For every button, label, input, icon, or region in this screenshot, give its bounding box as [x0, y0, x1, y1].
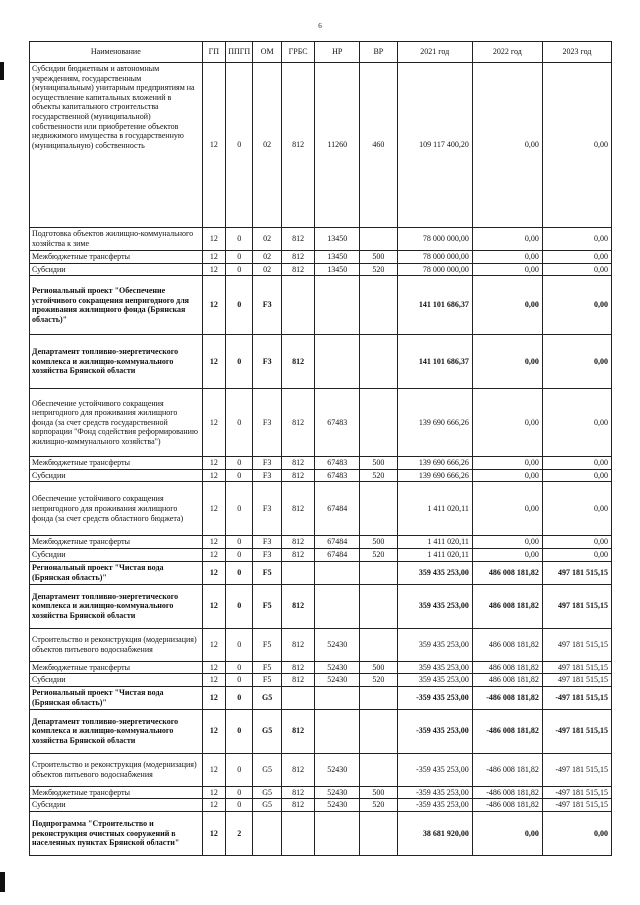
row-ppgp: 0 [226, 661, 253, 674]
row-name: Обеспечение устойчивого сокращения непригодного для проживания жилищного фонда (за счет средств областного бюджета) [30, 482, 203, 536]
row-grbs: 812 [281, 335, 315, 389]
row-vr: 520 [360, 674, 398, 687]
row-vr: 500 [360, 536, 398, 549]
row-name: Строительство и реконструкция (модернизация) объектов питьевого водоснабжения [30, 753, 203, 786]
row-name: Субсидии [30, 799, 203, 812]
row-nr [315, 709, 360, 753]
row-vr: 520 [360, 548, 398, 561]
col-header-nr: НР [315, 42, 360, 63]
row-name: Субсидии [30, 674, 203, 687]
row-2021: 109 117 400,20 [397, 63, 472, 228]
budget-table-container [29, 41, 612, 856]
table-row [30, 786, 612, 799]
row-nr [315, 276, 360, 335]
row-name: Межбюджетные трансферты [30, 661, 203, 674]
row-om: 02 [253, 228, 281, 251]
row-vr [360, 584, 398, 628]
row-nr: 67484 [315, 548, 360, 561]
row-name: Обеспечение устойчивого сокращения непригодного для проживания жилищного фонда (за счет средств государственной корпорации "Фонд содействия реформированию жилищно-коммунального хозяйства") [30, 389, 203, 457]
row-nr: 52430 [315, 661, 360, 674]
table-row [30, 251, 612, 264]
row-name: Субсидии бюджетным и автономным учреждениям, государственным (муниципальным) унитарным предприятиям на осуществление капитальных вложений в объекты капитального строительства государственной (муниципальной) собственности или приобретение объектов недвижимого имущества в государственную (муниципальную) собственность [30, 63, 203, 228]
row-nr: 67484 [315, 536, 360, 549]
row-gp: 12 [202, 561, 225, 584]
row-nr: 52430 [315, 628, 360, 661]
row-vr: 460 [360, 63, 398, 228]
row-2023: 0,00 [542, 548, 611, 561]
row-gp: 12 [202, 482, 225, 536]
row-grbs [281, 561, 315, 584]
row-2022: 0,00 [472, 335, 542, 389]
row-om: F3 [253, 457, 281, 470]
row-gp: 12 [202, 251, 225, 264]
col-header-2021: 2021 год [397, 42, 472, 63]
row-nr: 52430 [315, 799, 360, 812]
row-2022: 486 008 181,82 [472, 561, 542, 584]
row-2021: 359 435 253,00 [397, 661, 472, 674]
row-ppgp: 0 [226, 686, 253, 709]
row-vr [360, 686, 398, 709]
row-ppgp: 0 [226, 548, 253, 561]
table-row [30, 335, 612, 389]
row-nr: 67483 [315, 389, 360, 457]
row-2021: 78 000 000,00 [397, 263, 472, 276]
row-gp: 12 [202, 457, 225, 470]
table-row [30, 63, 612, 228]
row-om: G5 [253, 799, 281, 812]
row-ppgp: 0 [226, 561, 253, 584]
row-name: Подпрограмма "Строительство и реконструкция очистных сооружений в населенных пунктах Брянской области" [30, 811, 203, 855]
row-ppgp: 0 [226, 469, 253, 482]
table-row [30, 263, 612, 276]
page-number: 6 [318, 22, 322, 30]
row-name: Региональный проект "Обеспечение устойчивого сокращения непригодного для проживания жилищного фонда (Брянская область)" [30, 276, 203, 335]
row-vr: 520 [360, 469, 398, 482]
row-gp: 12 [202, 686, 225, 709]
row-om: F5 [253, 661, 281, 674]
col-header-name: Наименование [30, 42, 203, 63]
row-2023: 497 181 515,15 [542, 584, 611, 628]
row-grbs: 812 [281, 799, 315, 812]
row-2021: 78 000 000,00 [397, 251, 472, 264]
row-ppgp: 0 [226, 628, 253, 661]
row-nr [315, 811, 360, 855]
row-2023: 497 181 515,15 [542, 661, 611, 674]
row-name: Департамент топливно-энергетического комплекса и жилищно-коммунального хозяйства Брянской области [30, 335, 203, 389]
row-vr: 500 [360, 457, 398, 470]
row-2023: 0,00 [542, 263, 611, 276]
row-vr: 500 [360, 251, 398, 264]
table-row [30, 709, 612, 753]
row-vr [360, 561, 398, 584]
row-ppgp: 0 [226, 276, 253, 335]
row-grbs: 812 [281, 482, 315, 536]
table-row [30, 469, 612, 482]
row-2022: 0,00 [472, 63, 542, 228]
row-2022: 486 008 181,82 [472, 661, 542, 674]
col-header-vr: ВР [360, 42, 398, 63]
row-gp: 12 [202, 811, 225, 855]
row-nr: 13450 [315, 251, 360, 264]
row-2022: 0,00 [472, 228, 542, 251]
row-2021: 359 435 253,00 [397, 584, 472, 628]
row-gp: 12 [202, 628, 225, 661]
row-name: Межбюджетные трансферты [30, 536, 203, 549]
row-nr: 67483 [315, 469, 360, 482]
col-header-ppgp: ППГП [226, 42, 253, 63]
row-2023: -497 181 515,15 [542, 753, 611, 786]
table-row [30, 389, 612, 457]
row-2021: 1 411 020,11 [397, 536, 472, 549]
row-name: Межбюджетные трансферты [30, 457, 203, 470]
row-ppgp: 0 [226, 389, 253, 457]
row-2021: 139 690 666,26 [397, 469, 472, 482]
row-gp: 12 [202, 799, 225, 812]
row-ppgp: 0 [226, 584, 253, 628]
row-om: F3 [253, 482, 281, 536]
row-2023: -497 181 515,15 [542, 686, 611, 709]
binding-mark-top [0, 62, 4, 80]
row-2023: 0,00 [542, 811, 611, 855]
row-om: F3 [253, 548, 281, 561]
row-2022: -486 008 181,82 [472, 786, 542, 799]
row-2021: 359 435 253,00 [397, 561, 472, 584]
row-2023: -497 181 515,15 [542, 709, 611, 753]
row-grbs: 812 [281, 709, 315, 753]
row-2023: 0,00 [542, 469, 611, 482]
row-2023: 497 181 515,15 [542, 628, 611, 661]
table-row [30, 811, 612, 855]
row-2023: 0,00 [542, 251, 611, 264]
row-2021: 139 690 666,26 [397, 457, 472, 470]
row-2022: 0,00 [472, 457, 542, 470]
row-vr [360, 389, 398, 457]
row-gp: 12 [202, 753, 225, 786]
row-ppgp: 0 [226, 457, 253, 470]
row-gp: 12 [202, 786, 225, 799]
row-grbs [281, 811, 315, 855]
row-2022: 0,00 [472, 482, 542, 536]
row-om: F3 [253, 335, 281, 389]
row-name: Подготовка объектов жилищно-коммунального хозяйства к зиме [30, 228, 203, 251]
table-row [30, 276, 612, 335]
row-2022: 0,00 [472, 276, 542, 335]
row-2021: 78 000 000,00 [397, 228, 472, 251]
row-ppgp: 0 [226, 482, 253, 536]
row-ppgp: 0 [226, 263, 253, 276]
row-om: G5 [253, 686, 281, 709]
col-header-2023: 2023 год [542, 42, 611, 63]
table-body [30, 63, 612, 856]
row-gp: 12 [202, 276, 225, 335]
row-2021: 139 690 666,26 [397, 389, 472, 457]
row-name: Субсидии [30, 263, 203, 276]
budget-table [29, 41, 612, 856]
row-2023: 497 181 515,15 [542, 561, 611, 584]
row-grbs: 812 [281, 469, 315, 482]
row-om: F5 [253, 674, 281, 687]
row-gp: 12 [202, 674, 225, 687]
row-nr [315, 335, 360, 389]
row-vr: 500 [360, 786, 398, 799]
row-om: F5 [253, 584, 281, 628]
row-name: Межбюджетные трансферты [30, 786, 203, 799]
binding-mark-bottom [0, 872, 5, 892]
row-name: Департамент топливно-энергетического комплекса и жилищно-коммунального хозяйства Брянской области [30, 584, 203, 628]
row-vr [360, 482, 398, 536]
row-om: F5 [253, 628, 281, 661]
row-grbs: 812 [281, 584, 315, 628]
row-om: 02 [253, 251, 281, 264]
table-row [30, 753, 612, 786]
row-2022: 486 008 181,82 [472, 584, 542, 628]
row-2022: 0,00 [472, 469, 542, 482]
col-header-gp: ГП [202, 42, 225, 63]
row-2022: -486 008 181,82 [472, 709, 542, 753]
table-row [30, 482, 612, 536]
row-nr: 52430 [315, 753, 360, 786]
row-2023: 0,00 [542, 335, 611, 389]
row-om: G5 [253, 753, 281, 786]
row-2021: -359 435 253,00 [397, 799, 472, 812]
row-om: F3 [253, 389, 281, 457]
table-row [30, 536, 612, 549]
table-row [30, 628, 612, 661]
table-row [30, 561, 612, 584]
row-2023: 0,00 [542, 482, 611, 536]
row-ppgp: 0 [226, 674, 253, 687]
row-vr [360, 335, 398, 389]
row-2022: -486 008 181,82 [472, 753, 542, 786]
row-2023: 0,00 [542, 63, 611, 228]
row-2022: -486 008 181,82 [472, 686, 542, 709]
row-2022: 0,00 [472, 536, 542, 549]
row-ppgp: 0 [226, 536, 253, 549]
table-row [30, 228, 612, 251]
row-vr: 520 [360, 799, 398, 812]
table-row [30, 686, 612, 709]
row-name: Региональный проект "Чистая вода (Брянская область)" [30, 561, 203, 584]
row-name: Строительство и реконструкция (модернизация) объектов питьевого водоснабжения [30, 628, 203, 661]
row-grbs: 812 [281, 628, 315, 661]
row-2021: 38 681 920,00 [397, 811, 472, 855]
row-grbs: 812 [281, 661, 315, 674]
row-grbs: 812 [281, 457, 315, 470]
table-row [30, 661, 612, 674]
row-nr: 13450 [315, 263, 360, 276]
row-ppgp: 0 [226, 63, 253, 228]
row-ppgp: 0 [226, 251, 253, 264]
row-2023: 0,00 [542, 389, 611, 457]
row-2021: -359 435 253,00 [397, 753, 472, 786]
row-gp: 12 [202, 661, 225, 674]
row-grbs: 812 [281, 548, 315, 561]
row-grbs: 812 [281, 389, 315, 457]
row-vr [360, 628, 398, 661]
row-gp: 12 [202, 63, 225, 228]
row-ppgp: 0 [226, 228, 253, 251]
row-ppgp: 0 [226, 709, 253, 753]
row-om: 02 [253, 263, 281, 276]
row-name: Субсидии [30, 548, 203, 561]
table-row [30, 548, 612, 561]
row-2022: 0,00 [472, 251, 542, 264]
row-2022: 0,00 [472, 389, 542, 457]
row-2023: 0,00 [542, 228, 611, 251]
row-name: Департамент топливно-энергетического комплекса и жилищно-коммунального хозяйства Брянской области [30, 709, 203, 753]
row-vr: 520 [360, 263, 398, 276]
row-grbs: 812 [281, 786, 315, 799]
row-name: Региональный проект "Чистая вода (Брянская область)" [30, 686, 203, 709]
row-2021: -359 435 253,00 [397, 709, 472, 753]
row-om: G5 [253, 786, 281, 799]
row-om: F5 [253, 561, 281, 584]
col-header-grbs: ГРБС [281, 42, 315, 63]
row-2023: 497 181 515,15 [542, 674, 611, 687]
row-om: F3 [253, 536, 281, 549]
row-gp: 12 [202, 228, 225, 251]
row-ppgp: 2 [226, 811, 253, 855]
row-ppgp: 0 [226, 753, 253, 786]
row-2022: 486 008 181,82 [472, 628, 542, 661]
row-vr [360, 811, 398, 855]
table-row [30, 457, 612, 470]
row-2023: -497 181 515,15 [542, 786, 611, 799]
row-gp: 12 [202, 263, 225, 276]
row-gp: 12 [202, 335, 225, 389]
row-nr: 52430 [315, 674, 360, 687]
row-2022: 0,00 [472, 548, 542, 561]
row-om [253, 811, 281, 855]
row-nr: 11260 [315, 63, 360, 228]
row-grbs [281, 276, 315, 335]
table-row [30, 799, 612, 812]
row-nr: 67483 [315, 457, 360, 470]
row-2023: 0,00 [542, 536, 611, 549]
row-gp: 12 [202, 536, 225, 549]
row-nr: 13450 [315, 228, 360, 251]
row-grbs: 812 [281, 228, 315, 251]
row-2021: 141 101 686,37 [397, 276, 472, 335]
col-header-2022: 2022 год [472, 42, 542, 63]
row-2021: -359 435 253,00 [397, 786, 472, 799]
row-gp: 12 [202, 584, 225, 628]
row-nr: 52430 [315, 786, 360, 799]
row-2021: 359 435 253,00 [397, 628, 472, 661]
row-vr [360, 709, 398, 753]
row-2021: 359 435 253,00 [397, 674, 472, 687]
row-2022: 0,00 [472, 811, 542, 855]
row-nr [315, 686, 360, 709]
row-om: 02 [253, 63, 281, 228]
row-grbs: 812 [281, 63, 315, 228]
row-ppgp: 0 [226, 799, 253, 812]
row-om: G5 [253, 709, 281, 753]
row-gp: 12 [202, 548, 225, 561]
row-om: F3 [253, 469, 281, 482]
row-grbs: 812 [281, 263, 315, 276]
row-gp: 12 [202, 709, 225, 753]
row-om: F3 [253, 276, 281, 335]
row-2021: -359 435 253,00 [397, 686, 472, 709]
row-grbs: 812 [281, 753, 315, 786]
row-2021: 141 101 686,37 [397, 335, 472, 389]
row-grbs: 812 [281, 536, 315, 549]
row-2021: 1 411 020,11 [397, 548, 472, 561]
row-nr [315, 561, 360, 584]
row-gp: 12 [202, 469, 225, 482]
row-vr: 500 [360, 661, 398, 674]
row-vr [360, 753, 398, 786]
row-gp: 12 [202, 389, 225, 457]
row-grbs: 812 [281, 674, 315, 687]
row-ppgp: 0 [226, 786, 253, 799]
table-row [30, 674, 612, 687]
row-2022: 0,00 [472, 263, 542, 276]
row-name: Межбюджетные трансферты [30, 251, 203, 264]
row-grbs [281, 686, 315, 709]
row-2022: 486 008 181,82 [472, 674, 542, 687]
row-2022: -486 008 181,82 [472, 799, 542, 812]
row-nr: 67484 [315, 482, 360, 536]
table-row [30, 584, 612, 628]
row-vr [360, 276, 398, 335]
table-header-row [30, 42, 612, 63]
row-nr [315, 584, 360, 628]
row-ppgp: 0 [226, 335, 253, 389]
row-2021: 1 411 020,11 [397, 482, 472, 536]
row-2023: -497 181 515,15 [542, 799, 611, 812]
col-header-om: ОМ [253, 42, 281, 63]
row-2023: 0,00 [542, 276, 611, 335]
row-vr [360, 228, 398, 251]
row-name: Субсидии [30, 469, 203, 482]
row-2023: 0,00 [542, 457, 611, 470]
row-grbs: 812 [281, 251, 315, 264]
